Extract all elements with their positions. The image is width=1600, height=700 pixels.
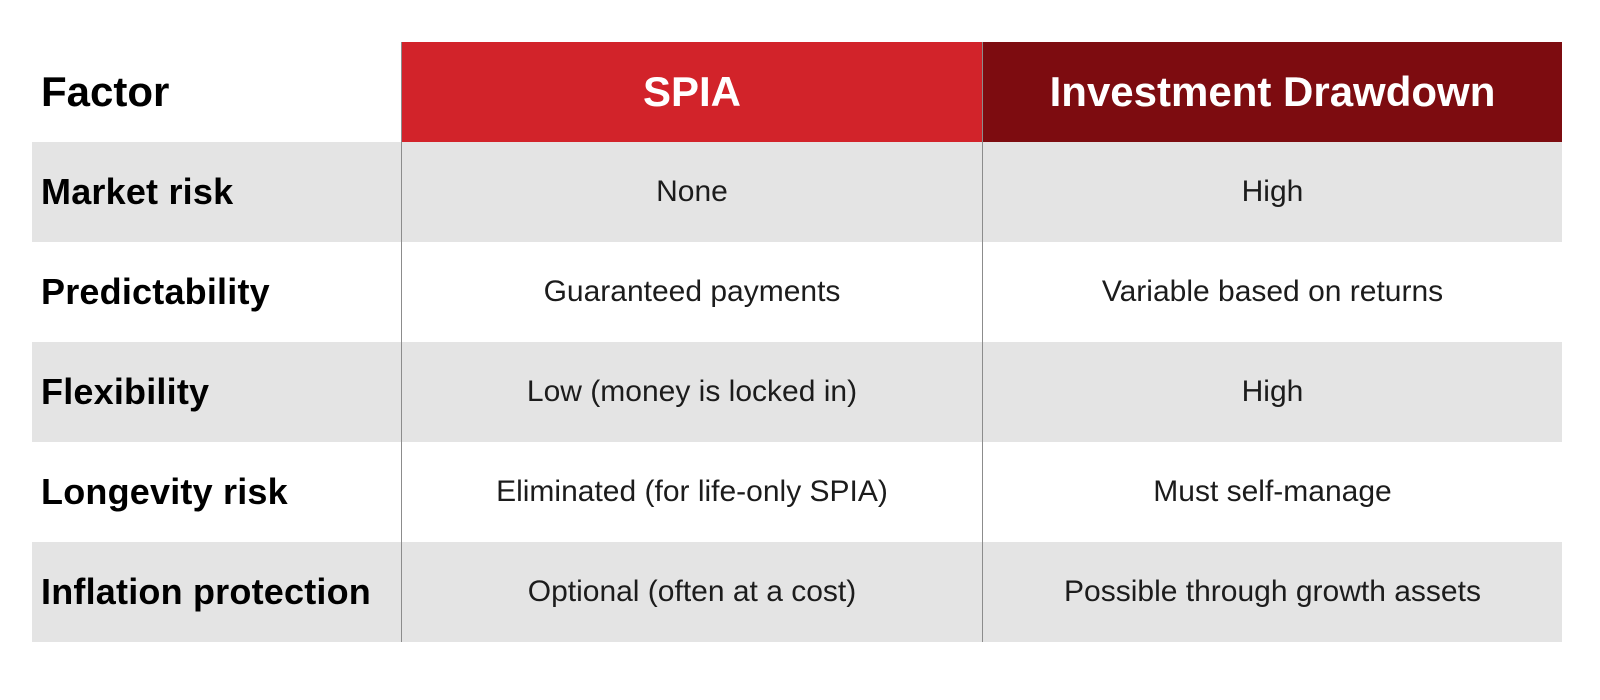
spia-value: Optional (often at a cost) [401,542,982,642]
table-header-row [32,42,1562,142]
drawdown-value: High [982,142,1562,242]
drawdown-value: Must self-manage [982,442,1562,542]
header-investment-drawdown: Investment Drawdown [982,42,1562,142]
factor-label: Market risk [41,171,234,212]
row-predictability [32,242,1562,342]
drawdown-value: High [982,342,1562,442]
factor-label: Flexibility [41,371,210,412]
row-market-risk [32,142,1562,242]
spia-value: Low (money is locked in) [401,342,982,442]
row-flexibility [32,342,1562,442]
drawdown-value: Variable based on returns [982,242,1562,342]
factor-label: Inflation protection [41,571,371,612]
header-spia: SPIA [401,42,982,142]
drawdown-value: Possible through growth assets [982,542,1562,642]
factor-label: Longevity risk [41,471,288,512]
spia-value: None [401,142,982,242]
spia-value: Guaranteed payments [401,242,982,342]
row-inflation-protection [32,542,1562,642]
spia-vs-drawdown-comparison-table [32,42,1562,642]
header-factor: Factor [32,42,401,142]
row-longevity-risk [32,442,1562,542]
spia-value: Eliminated (for life-only SPIA) [401,442,982,542]
factor-label: Predictability [41,271,270,312]
